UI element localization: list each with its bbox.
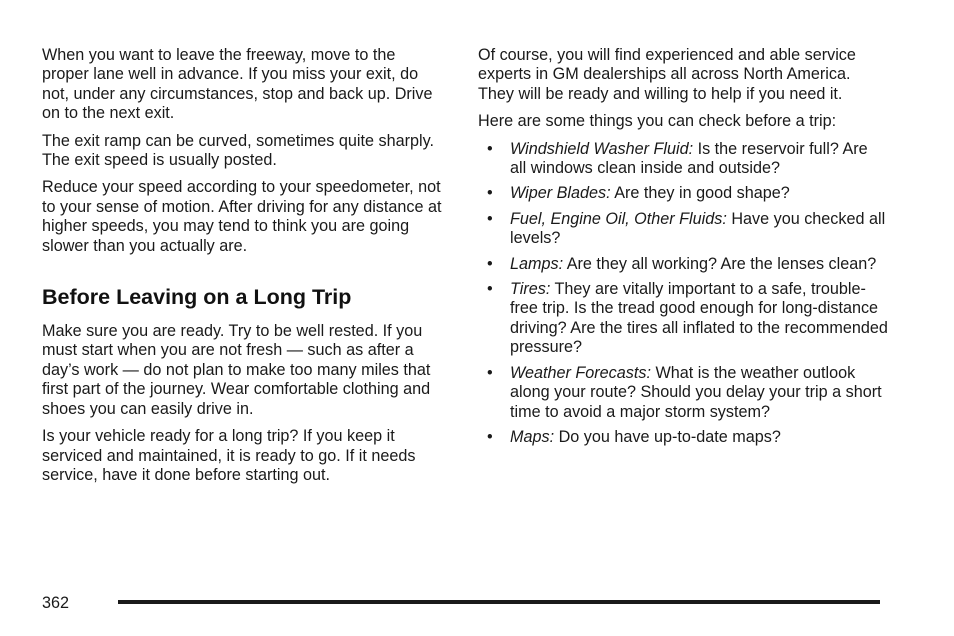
left-column: [42, 46, 446, 493]
paragraph-service-experts: Of course, you will find experienced and able service experts in GM dealerships all across North America. They will be ready and willing to help if you need it.: [478, 46, 856, 103]
bullet-icon: •: [487, 139, 493, 158]
checklist-term: Maps:: [510, 427, 555, 446]
right-column: [478, 46, 888, 453]
list-item: [478, 140, 888, 179]
checklist-term: Lamps:: [510, 254, 564, 273]
checklist-text: Is the reservoir full? Are all windows clean inside and outside?: [510, 139, 868, 178]
paragraph-exit-ramp: The exit ramp can be curved, sometimes quite sharply. The exit speed is usually posted.: [42, 131, 434, 170]
checklist-text: They are vitally important to a safe, trouble-free trip. Is the tread good enough for long-distance driving? Are the tires all inflated to the recommended pressure?: [510, 280, 888, 357]
paragraph-leaving-freeway: When you want to leave the freeway, move to the proper lane well in advance. If you miss your exit, do not, under any circumstances, stop and back up. Drive on to the next exit.: [42, 46, 433, 123]
footer-divider: [118, 600, 880, 604]
list-item: [478, 280, 888, 358]
paragraph-vehicle-ready: Is your vehicle ready for a long trip? If you keep it serviced and maintained, it is ready to go. If it needs service, have it done before starting out.: [42, 427, 416, 484]
bullet-icon: •: [487, 427, 493, 446]
checklist-term: Wiper Blades:: [510, 184, 611, 203]
paragraph-checklist-intro: Here are some things you can check before a trip:: [478, 112, 837, 131]
list-item: [478, 255, 888, 274]
checklist-text: Do you have up-to-date maps?: [554, 427, 781, 446]
checklist: [478, 140, 888, 448]
list-item: [478, 210, 888, 249]
section-heading: Before Leaving on a Long Trip: [42, 285, 352, 310]
checklist-text: Are they all working? Are the lenses clean?: [563, 254, 877, 273]
paragraph-reduce-speed: Reduce your speed according to your speedometer, not to your sense of motion. After driving for any distance at higher speeds, you may tend to think you are going slower than you actually are.: [42, 178, 442, 255]
checklist-term: Tires:: [510, 280, 551, 299]
bullet-icon: •: [487, 209, 493, 228]
bullet-icon: •: [487, 254, 493, 273]
checklist-term: Windshield Washer Fluid:: [510, 139, 694, 158]
list-item: [478, 184, 888, 203]
paragraph-be-ready: Make sure you are ready. Try to be well rested. If you must start when you are not fresh — such as after a day’s work — do not plan to make too many miles that first part of the journey. Wear comfortable clothing and shoes you can easily drive in.: [42, 322, 431, 418]
bullet-icon: •: [487, 363, 493, 382]
checklist-term: Fuel, Engine Oil, Other Fluids:: [510, 209, 727, 228]
bullet-icon: •: [487, 280, 493, 299]
bullet-icon: •: [487, 184, 493, 203]
list-item: [478, 364, 888, 422]
page-number: 362: [42, 594, 70, 612]
checklist-term: Weather Forecasts:: [510, 363, 651, 382]
checklist-text: Are they in good shape?: [610, 184, 790, 203]
checklist-text: Have you checked all levels?: [510, 209, 886, 248]
list-item: [478, 428, 888, 447]
checklist-text: What is the weather outlook along your route? Should you delay your trip a short time to avoid a major storm system?: [510, 363, 882, 421]
